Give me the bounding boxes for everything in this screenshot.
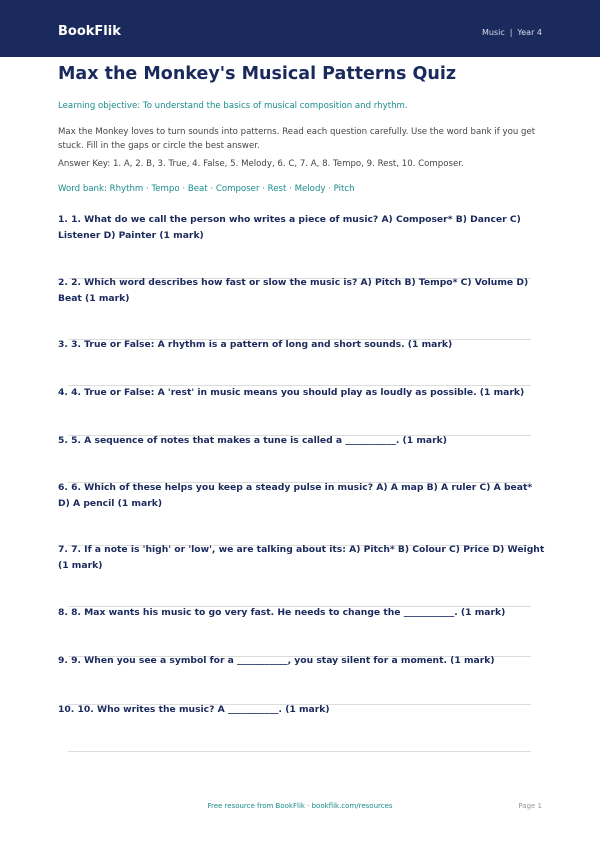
page-number: Page 1: [518, 802, 542, 810]
question-8: 8. 8. Max wants his music to go very fast. He needs to change the ___________. (1 mark): [58, 607, 506, 618]
breadcrumb: [482, 28, 542, 37]
breadcrumb-separator: |: [509, 28, 513, 37]
learning-objective: Learning objective: To understand the basics of musical composition and rhythm.: [58, 101, 408, 111]
question-6: 6. 6. Which of these helps you keep a steady pulse in music? A) A map B) A ruler C) A beat* D) A pencil (1 mark): [58, 482, 533, 509]
question-5: 5. 5. A sequence of notes that makes a tune is called a ___________. (1 mark): [58, 435, 447, 446]
question-2: 2. 2. Which word describes how fast or slow the music is? A) Pitch B) Tempo* C) Volume D) Beat (1 mark): [58, 277, 529, 304]
question-10: 10. 10. Who writes the music? A ___________. (1 mark): [58, 704, 330, 715]
header-bar: [0, 0, 600, 57]
page-title: Max the Monkey's Musical Patterns Quiz: [58, 64, 457, 84]
brand-logo-text[interactable]: BookFlik: [58, 24, 121, 39]
word-bank: Word bank: Rhythm · Tempo · Beat · Composer · Rest · Melody · Pitch: [58, 184, 355, 194]
intro-text: Max the Monkey loves to turn sounds into patterns. Read each question carefully. Use the word bank if you get stuck. Fill in the gaps or circle the best answer.: [58, 127, 536, 151]
answer-line: [68, 751, 531, 752]
question-4: 4. 4. True or False: A 'rest' in music means you should play as loudly as possible. (1 mark): [58, 387, 525, 398]
question-1: 1. 1. What do we call the person who writes a piece of music? A) Composer* B) Dancer C) Listener D) Painter (1 mark): [58, 214, 521, 241]
question-7: 7. 7. If a note is 'high' or 'low', we are talking about its: A) Pitch* B) Colour C) Price D) Weight (1 mark): [58, 544, 545, 571]
breadcrumb-subject: Music: [481, 28, 505, 37]
footer-credit[interactable]: Free resource from BookFlik · bookflik.com/resources: [207, 802, 393, 810]
question-3: 3. 3. True or False: A rhythm is a pattern of long and short sounds. (1 mark): [58, 339, 453, 350]
question-9: 9. 9. When you see a symbol for a ___________, you stay silent for a moment. (1 mark): [58, 655, 495, 666]
answer-key: Answer Key: 1. A, 2. B, 3. True, 4. False, 5. Melody, 6. C, 7. A, 8. Tempo, 9. Rest, 10. Composer.: [58, 159, 464, 169]
breadcrumb-year: Year 4: [517, 28, 542, 37]
